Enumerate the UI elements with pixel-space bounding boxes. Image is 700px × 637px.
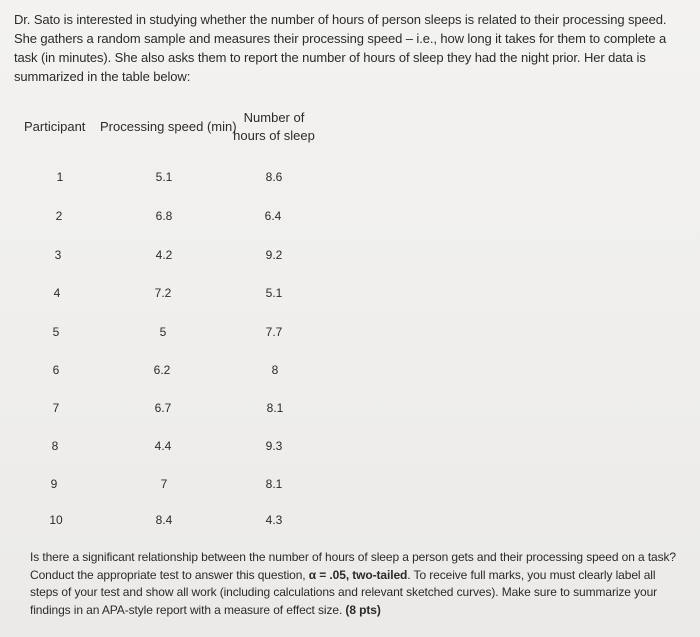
cell-participant-3: 3 — [54, 248, 62, 262]
cell-speed-10: 8.4 — [155, 513, 173, 527]
cell-sleep-3: 9.2 — [265, 248, 283, 262]
cell-participant-1: 1 — [56, 170, 64, 184]
cell-sleep-5: 7.7 — [265, 325, 283, 339]
cell-speed-3: 4.2 — [155, 248, 173, 262]
cell-sleep-10: 4.3 — [265, 513, 283, 527]
cell-participant-10: 10 — [49, 513, 63, 527]
question-paragraph — [30, 549, 680, 619]
intro-text: Dr. Sato is interested in studying whether the number of hours of person sleeps is related to their processing speed. She gathers a random sample and measures their processing speed – i.e., how long it takes for them to complete a task (in minutes). She also asks them to report the number of hours of sleep they had the night prior. Her data is summarized in the table below: — [14, 12, 667, 84]
cell-participant-5: 5 — [52, 325, 60, 339]
cell-participant-2: 2 — [55, 209, 63, 223]
cell-speed-5: 5 — [159, 325, 167, 339]
header-sleep-line1: Number of — [243, 110, 305, 125]
cell-participant-7: 7 — [52, 401, 60, 415]
cell-sleep-7: 8.1 — [266, 401, 284, 415]
cell-sleep-6: 8 — [271, 363, 279, 377]
cell-sleep-8: 9.3 — [265, 439, 283, 453]
cell-participant-4: 4 — [53, 286, 61, 300]
header-processing-speed: Processing speed (min) — [100, 119, 237, 134]
cell-participant-9: 9 — [50, 477, 58, 491]
cell-speed-8: 4.4 — [154, 439, 172, 453]
cell-speed-2: 6.8 — [155, 209, 173, 223]
cell-sleep-9: 8.1 — [265, 477, 283, 491]
cell-sleep-4: 5.1 — [265, 286, 283, 300]
header-sleep-line2: hours of sleep — [233, 128, 315, 143]
question-points: (8 pts) — [345, 602, 381, 617]
cell-participant-8: 8 — [51, 439, 59, 453]
question-text-part2: . To receive full marks, you must clearly label all steps of your test and show all work (including calculations and relevant sketched curves). Make sure to summarize your findings in an APA-style report with a measure of effect size. — [30, 567, 658, 617]
cell-sleep-2: 6.4 — [264, 209, 282, 223]
cell-sleep-1: 8.6 — [265, 170, 283, 184]
cell-speed-4: 7.2 — [154, 286, 172, 300]
intro-paragraph — [14, 10, 684, 86]
cell-participant-6: 6 — [52, 363, 60, 377]
header-hours-of-sleep — [232, 109, 316, 145]
cell-speed-6: 6.2 — [153, 363, 171, 377]
cell-speed-1: 5.1 — [155, 170, 173, 184]
question-text — [30, 549, 680, 619]
question-alpha: α = .05, two-tailed — [308, 567, 408, 582]
question-text-part1: Is there a significant relationship between the number of hours of sleep a person gets and their processing speed on a task? Conduct the appropriate test to answer this question, — [30, 550, 677, 582]
cell-speed-9: 7 — [160, 477, 168, 491]
cell-speed-7: 6.7 — [154, 401, 172, 415]
header-participant: Participant — [24, 119, 86, 134]
